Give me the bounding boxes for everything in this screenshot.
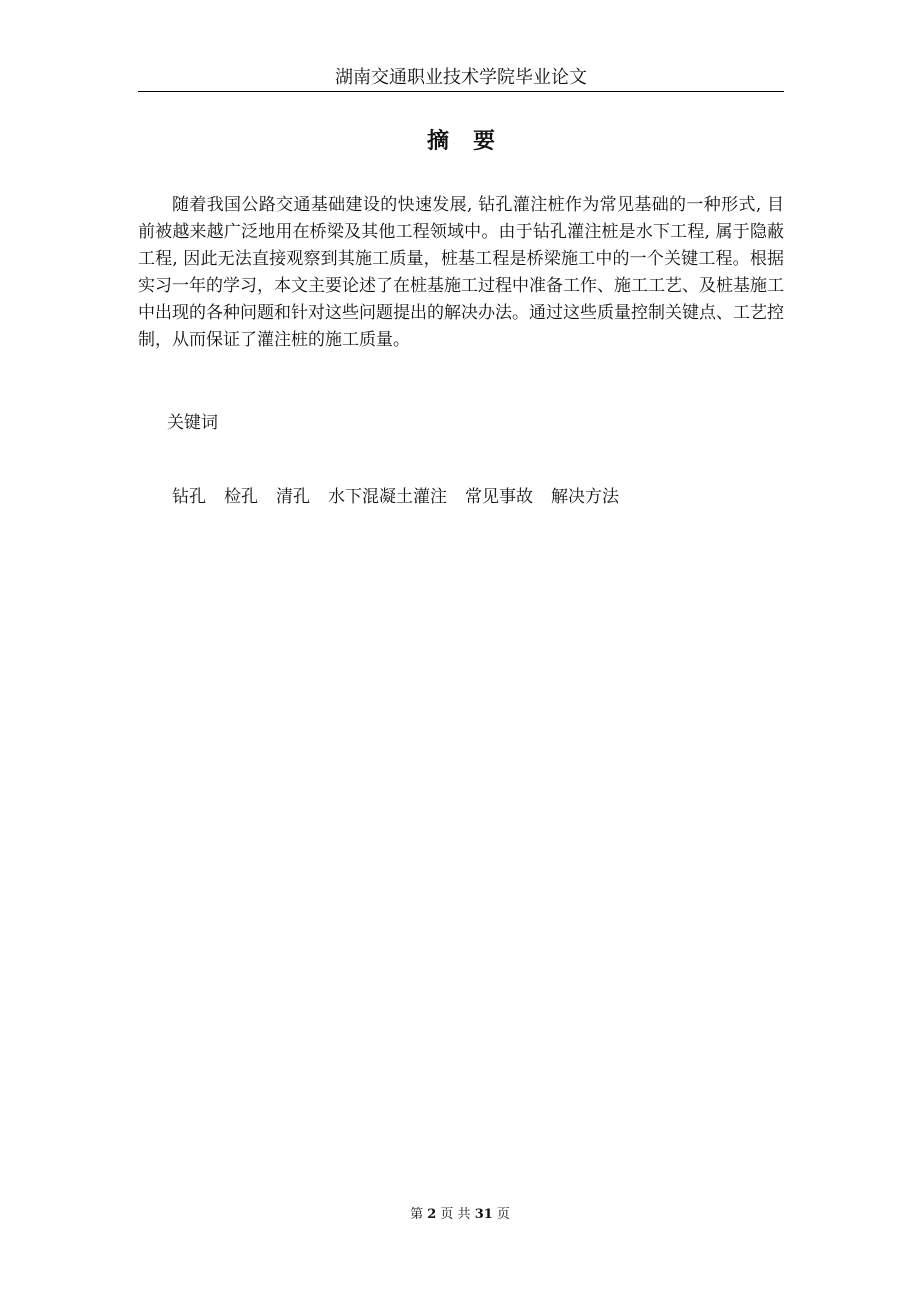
abstract-body: 随着我国公路交通基础建设的快速发展, 钻孔灌注桩作为常见基础的一种形式, 目前被越来越广泛地用在桥梁及其他工程领域中。由于钻孔灌注桩是水下工程, 属于隐蔽工程, 因此无法直接观察到其施工质量，桩基工程是桥梁施工中的一个关键工程。根据实习一年的学习，本文主要论述了在桩基施工过程中准备工作、施工工艺、及桩基施工中出现的各种问题和针对这些问题提出的解决办法。通过这些质量控制关键点、工艺控制，从而保证了灌注桩的施工质量。 <box>138 195 784 350</box>
running-header-title: 湖南交通职业技术学院毕业论文 <box>335 67 587 88</box>
keyword-item: 检孔 <box>224 487 258 507</box>
header-rule <box>138 91 784 92</box>
footer-prefix: 第 <box>410 1207 424 1222</box>
keywords-list <box>172 485 619 509</box>
abstract-heading: 摘要 <box>426 128 519 154</box>
page-number-footer <box>0 1206 920 1224</box>
keyword-item: 常见事故 <box>465 487 533 507</box>
keyword-item: 水下混凝土灌注 <box>328 487 447 507</box>
keyword-item: 解决方法 <box>551 487 619 507</box>
keyword-item: 钻孔 <box>172 487 206 507</box>
footer-middle: 页 共 <box>440 1207 471 1222</box>
footer-suffix: 页 <box>496 1207 510 1222</box>
keyword-item: 清孔 <box>276 487 310 507</box>
footer-current-page: 2 <box>427 1207 437 1222</box>
keywords-label: 关键词 <box>167 413 218 433</box>
footer-total-pages: 31 <box>474 1207 493 1222</box>
